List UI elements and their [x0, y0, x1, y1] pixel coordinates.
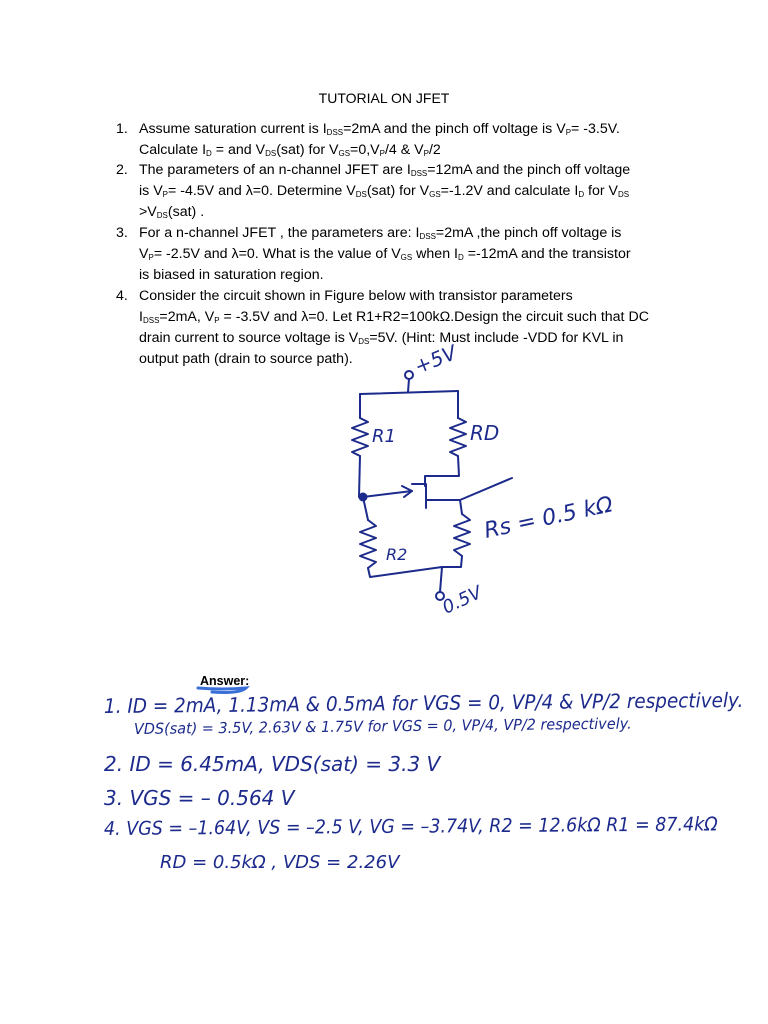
question-line: $>V_{DS}(sat)$ . [139, 204, 205, 220]
r1-label: R1 [372, 426, 396, 447]
question-number: 3. [116, 225, 128, 241]
question-number: 1. [116, 121, 128, 137]
rd-label: RD [470, 421, 500, 445]
r2-wire [368, 567, 442, 577]
question-line: Consider the circuit shown in Figure below with transistor parameters [139, 288, 573, 304]
r2-label: R2 [386, 545, 408, 564]
answer-line: RD = 0.5kΩ , VDS = 2.26V [160, 852, 400, 873]
rd-wire [425, 456, 459, 486]
rs-wire [442, 556, 462, 567]
question-line: is biased in saturation region. [139, 267, 324, 283]
answer-label: Answer: [200, 674, 250, 688]
rs-label: Rs = 0.5 kΩ [482, 492, 616, 544]
question-line: $I_{DSS}=2mA$, $V_P = -3.5V$ and λ=0. Let R1+R2=100kΩ.Design the circuit such that DC [139, 309, 649, 325]
question-line: drain current to source voltage is $V_{DS}=5V$. (Hint: Must include -VDD for KVL in [139, 330, 624, 346]
page-title: TUTORIAL ON JFET [318, 90, 450, 106]
supply-label: +5V [410, 340, 460, 379]
answer-line: 1. ID = 2mA, 1.13mA & 0.5mA for VGS = 0, VP/4 & VP/2 respectively. [103, 687, 744, 718]
question-line: is $V_P= -4.5V$ and λ=0. Determine $V_{DS}(sat)$ for $V_{GS}=-1.2V$ and calculate $I_D$ for $V_{DS}$ [139, 183, 630, 199]
jfet-lead [460, 478, 512, 500]
answer-line: 3. VGS = – 0.564 V [104, 786, 295, 810]
jfet-channel [412, 484, 460, 508]
supply-wire [360, 379, 458, 394]
r2-resistor [360, 520, 376, 568]
question-number: 4. [116, 288, 128, 304]
answer-line: 4. VGS = –1.64V, VS = –2.5 V, VG = –3.74V, R2 = 12.6kΩ R1 = 87.4kΩ [103, 813, 718, 840]
answer-line: VDS(sat) = 3.5V, 2.63V & 1.75V for VGS = 0, VP/4, VP/2 respectively. [133, 714, 632, 738]
answer-line: 2. ID = 6.45mA, VDS(sat) = 3.3 V [104, 752, 441, 776]
rd-resistor [450, 418, 466, 456]
rs-wire [460, 500, 462, 514]
question-line: output path (drain to source path). [139, 351, 353, 367]
ground-label: 0.5V [439, 582, 486, 619]
rs-resistor [454, 514, 470, 556]
question-number: 2. [116, 162, 128, 178]
question-line: $V_P= -2.5V$ and λ=0. What is the value of $V_{GS}$ when $I_D =-12mA$ and the transistor [139, 246, 631, 262]
question-line: The parameters of an n-channel JFET are $I_{DSS}=12mA$ and the pinch off voltage [139, 162, 631, 178]
r1-wire [359, 456, 360, 497]
question-line: For a n-channel JFET , the parameters are: $I_{DSS}=2mA$ ,the pinch off voltage is [139, 225, 622, 241]
ground-wire [440, 567, 442, 592]
supply-terminal [405, 371, 413, 379]
r1-resistor [352, 418, 368, 456]
question-line: Calculate $I_D$ = and $V_{DS}(sat)$ for $V_{GS}=0,V_P/4$ & $V_P/2$ [139, 142, 441, 158]
question-line: Assume saturation current is $I_{DSS}=2mA$ and the pinch off voltage is $V_P= -3.5V$. [139, 121, 620, 137]
